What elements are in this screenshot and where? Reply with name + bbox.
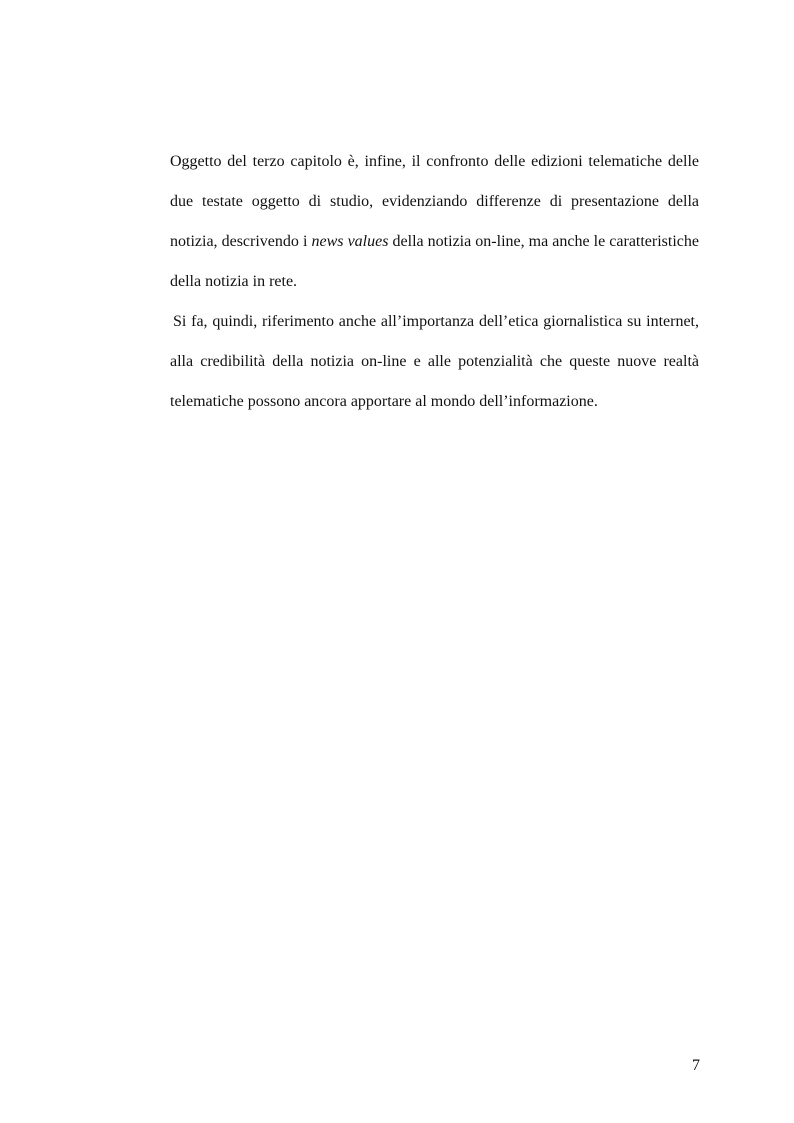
news-values-emphasis: news values [311, 233, 389, 250]
paragraph-third-chapter-text-start: Oggetto del terzo capitolo è, infine, il confronto delle edizioni telematiche delle due testate oggetto di studio, evidenziando differenze di presentazione della notizia, descrivendo i [170, 153, 699, 250]
paragraph-ethics: Si fa, quindi, riferimento anche all’importanza dell’etica giornalistica su internet, alla credibilità della notizia on-line e alle potenzialità che queste nuove realtà telematiche possono ancora apportare al mondo dell’informazione. [170, 313, 699, 410]
paragraph-third-chapter-text-end: della notizia on-line, ma anche le caratteristiche della notizia in rete. [170, 233, 700, 290]
body-text [170, 142, 699, 422]
paragraph-third-chapter [170, 142, 699, 302]
page-number: 7 [692, 1057, 700, 1074]
